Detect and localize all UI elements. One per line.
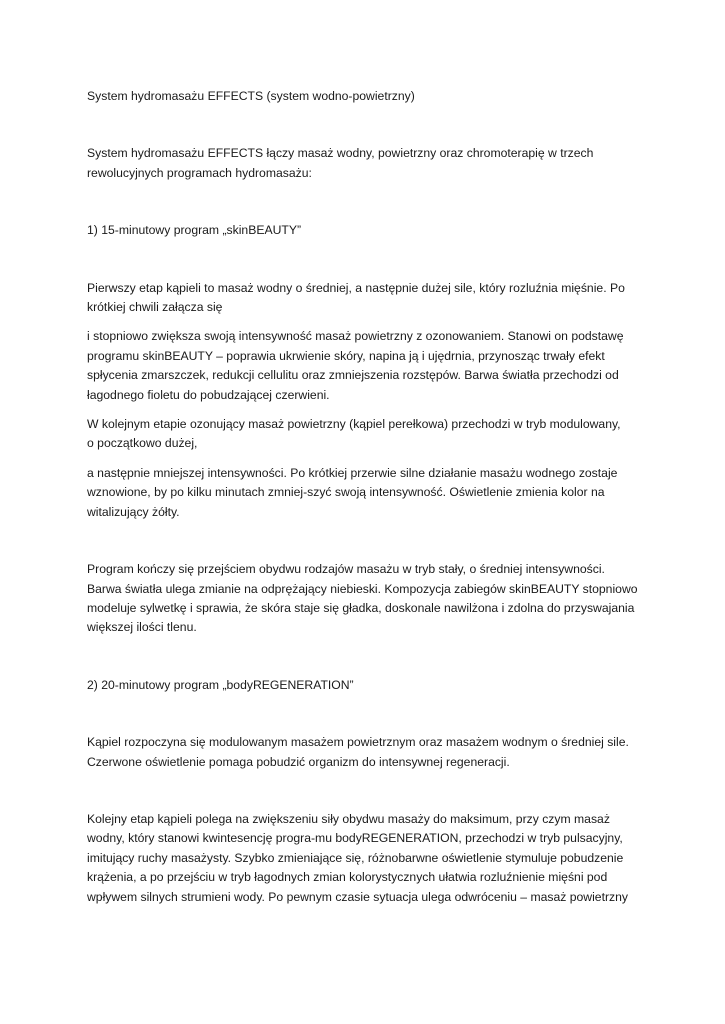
program-1-paragraph-1: Pierwszy etap kąpieli to masaż wodny o średniej, a następnie dużej sile, który rozluźnia mięśnie. Po krótkiej chwili załącza się [87, 280, 625, 315]
program-1-paragraph-5: Program kończy się przejściem obydwu rodzajów masażu w tryb stały, o średniej intensywności. Barwa światła ulega zmianie na odprężający niebieski. Kompozycja zabiegów skinBEAUTY stopniowo modeluje sylwetkę i sprawia, że skóra staje się gładka, doskonale nawilżona i zdolna do przyswajania większej ilości tlenu. [87, 562, 638, 635]
program-1-paragraph-4: a następnie mniejszej intensywności. Po krótkiej przerwie silne działanie masażu wodnego zostaje wznowione, by po kilku minutach zmniej-szyć swoją intensywność. Oświetlenie zmienia kolor na witalizujący żółty. [87, 465, 618, 519]
program-1-paragraph-2: i stopniowo zwiększa swoją intensywność masaż powietrzny z ozonowaniem. Stanowi on podstawę programu skinBEAUTY – poprawia ukrwienie skóry, napina ją i ujędrnia, przynosząc trwały efekt spłycenia zmarszczek, redukcji cellulitu oraz zmniejszenia rozstępów. Barwa światła przechodzi od łagodnego fioletu do pobudzającej czerwieni. [87, 329, 624, 402]
program-2-paragraph-1: Kąpiel rozpoczyna się modulowanym masażem powietrznym oraz masażem wodnym o średniej sile. Czerwone oświetlenie pomaga pobudzić organizm do intensywnej regeneracji. [87, 735, 629, 769]
document-body [87, 87, 647, 907]
intro-paragraph: System hydromasażu EFFECTS łączy masaż wodny, powietrzny oraz chromoterapię w trzech rewolucyjnych programach hydromasażu: [87, 146, 594, 180]
program-1-paragraph-3: W kolejnym etapie ozonujący masaż powietrzny (kąpiel perełkowa) przechodzi w tryb modulowany, o początkowo dużej, [87, 417, 621, 451]
document-title: System hydromasażu EFFECTS (system wodno-powietrzny) [87, 89, 415, 103]
program-2-paragraph-2: Kolejny etap kąpieli polega na zwiększeniu siły obydwu masaży do maksimum, przy czym masaż wodny, który stanowi kwintesencję progra-mu bodyREGENERATION, przechodzi w tryb pulsacyjny, imitujący ruchy masażysty. Szybko zmieniające się, różnobarwne oświetlenie stymuluje pobudzenie krążenia, a po przejściu w tryb łagodnych zmian kolorystycznych ułatwia rozluźnienie mięśni pod wpływem silnych strumieni wody. Po pewnym czasie sytuacja ulega odwróceniu – masaż powietrzny [87, 811, 628, 904]
program-1-heading: 1) 15-minutowy program „skinBEAUTY” [87, 223, 302, 238]
program-2-heading: 2) 20-minutowy program „bodyREGENERATION” [87, 677, 354, 692]
